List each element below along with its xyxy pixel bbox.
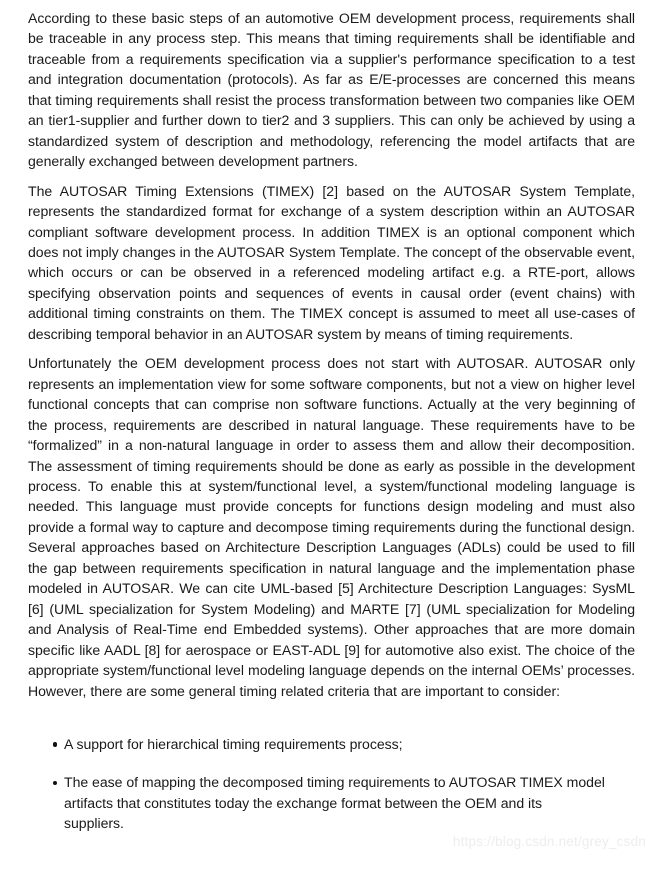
list-item: The ease of mapping the decomposed timing requirements to AUTOSAR TIMEX model artifacts that constitutes today the exchange format between the OEM and its suppliers. <box>28 772 605 833</box>
paragraph-3: Unfortunately the OEM development process does not start with AUTOSAR. AUTOSAR only represents an implementation view for some software components, but not a view on higher level functional concepts that can comprise non software functions. Actually at the very beginning of the process, requirements are described in natural language. These requirements have to be “formalized” in a non-natural language in order to assess them and allow their decomposition. The assessment of timing requirements should be done as early as possible in the development process. To enable this at system/functional level, a system/functional modeling language is needed. This language must provide concepts for functions design modeling and must also provide a formal way to capture and decompose timing requirements during the functional design. Several approaches based on Architecture Description Languages (ADLs) could be used to fill the gap between requirements specification in natural language and the implementation phase modeled in AUTOSAR. We can cite UML-based [5] Architecture Description Languages: SysML [6] (UML specialization for System Modeling) and MARTE [7] (UML specialization for Modeling and Analysis of Real-Time end Embedded systems). Other approaches that are more domain specific like AADL [8] for aerospace or EAST-ADL [9] for automotive also exist. The choice of the appropriate system/functional level modeling language depends on the internal OEMs’ processes. However, there are some general timing related criteria that are important to consider: <box>28 355 635 699</box>
paragraph-1: According to these basic steps of an automotive OEM development process, requirements shall be traceable in any process step. This means that timing requirements shall be identifiable and traceable from a requirements specification via a supplier's performance specification to a test and integration documentation (protocols). As far as E/E-processes are concerned this means that timing requirements shall resist the process transformation between two companies like OEM an tier1-supplier and further down to tier2 and 3 suppliers. This can only be achieved by using a standardized system of description and methodology, referencing the model artifacts that are generally exchanged between development partners. <box>28 10 635 170</box>
paragraph-2: The AUTOSAR Timing Extensions (TIMEX) [2] based on the AUTOSAR System Template, represents the standardized format for exchange of a system description within an AUTOSAR compliant software development process. In addition TIMEX is an optional component which does not imply changes in the AUTOSAR System Template. The concept of the observable event, which occurs or can be observed in a referenced modeling artifact e.g. a RTE-port, allows specifying observation points and sequences of events in causal order (event chains) with additional timing constraints on them. The TIMEX concept is assumed to meet all use-cases of describing temporal behavior in an AUTOSAR system by means of timing requirements. <box>28 182 635 342</box>
watermark-url: https://blog.csdn.net/grey_csdn <box>452 834 646 849</box>
criteria-bullet-list <box>28 734 635 834</box>
list-item: A support for hierarchical timing requirements process; <box>28 734 605 754</box>
